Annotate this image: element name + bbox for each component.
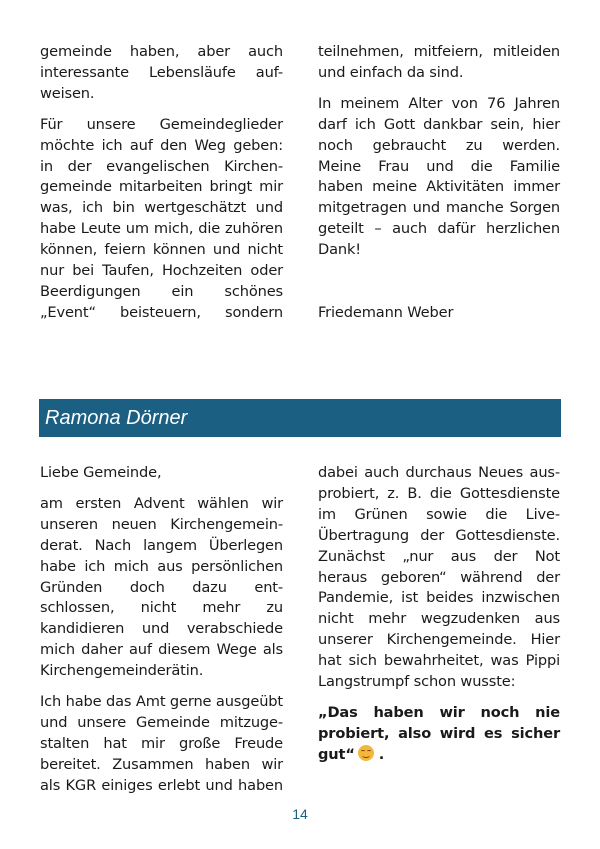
text-line: Langstrumpf schon wusste: — [318, 673, 516, 691]
text-line: mitgetragen und manche Sorgen — [318, 199, 560, 217]
text-line: noch gebraucht zu werden. — [318, 136, 560, 154]
text-line: dabei auch durchaus Neues aus- — [318, 464, 560, 481]
text-line: hat sich bewahrheitet, was Pippi — [318, 652, 560, 670]
text-line: am ersten Advent wählen wir — [40, 494, 283, 512]
text-line: Ich habe das Amt gerne ausgeübt — [40, 693, 283, 711]
text-line: darf ich Gott dankbar sein, hier — [318, 115, 560, 133]
text-line: Für unsere Gemeindeglieder — [40, 115, 283, 133]
text-line: als KGR einiges erlebt und haben — [40, 776, 283, 794]
text-line: und einfach da sind. — [318, 63, 464, 81]
text-line: habe ich mich aus persönlichen — [40, 557, 283, 575]
section-heading-banner — [39, 399, 561, 437]
text-line: und unsere Gemeinde mitzuge- — [40, 713, 283, 731]
quote-text: gut“ — [318, 745, 355, 763]
text-line: stalten hat mir große Freude — [40, 734, 283, 752]
text-line: habe Leute um mich, die zuhören — [40, 220, 283, 238]
text-line: geteilt – auch dafür herzlichen — [318, 220, 560, 238]
weber-left-column — [40, 42, 283, 324]
text-line: Zunächst „nur aus der Not — [318, 547, 560, 565]
text-line: Übertragung der Gottesdienste. — [318, 526, 560, 544]
smiling-face-emoji-icon — [358, 745, 374, 761]
text-line: unseren neuen Kirchengemein- — [40, 515, 283, 533]
text-line: Liebe Gemeinde, — [40, 464, 162, 481]
text-line: Meine Frau und die Familie — [318, 157, 560, 175]
doerner-left-column — [40, 463, 283, 797]
quote-line: „Das haben wir noch nie — [318, 703, 560, 721]
paragraph — [40, 115, 283, 324]
text-line: mich daher auf diesem Wege als — [40, 641, 283, 659]
text-line: bereitet. Zusammen haben wir — [40, 755, 283, 773]
text-line: können, feiern können und nicht — [40, 241, 283, 259]
text-line: was, ich bin wertgeschätzt und — [40, 199, 283, 217]
text-line: In meinem Alter von 76 Jahren — [318, 94, 560, 112]
text-line: Kirchengemeinderätin. — [40, 662, 204, 680]
paragraph — [40, 494, 283, 682]
text-line: im Grünen sowie die Live- — [318, 505, 560, 523]
text-line: Dank! — [318, 241, 361, 259]
quote-suffix: . — [378, 745, 385, 763]
quote-line: probiert, also wird es sicher — [318, 724, 560, 742]
text-line: Beerdigungen ein schönes — [40, 282, 283, 300]
text-line: haben meine Aktivitäten immer — [318, 178, 560, 196]
paragraph — [318, 42, 560, 84]
doerner-right-column — [318, 463, 560, 766]
text-line: derat. Nach langem Überlegen — [40, 536, 283, 554]
paragraph — [40, 42, 283, 105]
paragraph — [318, 94, 560, 261]
page-number: 14 — [292, 806, 308, 822]
weber-right-column — [318, 42, 560, 324]
quote-line-final — [318, 745, 560, 766]
text-line: möchte ich auf den Weg geben: — [40, 136, 283, 154]
text-line: kandidieren und verabschiede — [40, 620, 283, 638]
section-heading: Ramona Dörner — [45, 407, 188, 429]
text-line: probiert, z. B. die Gottesdienste — [318, 484, 560, 502]
text-line: Pandemie, ist beides inzwischen — [318, 589, 560, 607]
text-line: interessante Lebensläufe auf- — [40, 63, 283, 81]
text-line: gemeinde haben, aber auch — [40, 43, 283, 60]
text-line: nur bei Taufen, Hochzeiten oder — [40, 262, 283, 280]
paragraph — [40, 692, 283, 797]
paragraph — [318, 463, 560, 693]
text-line: „Event“ beisteuern, sondern — [40, 303, 283, 321]
author-signature: Friedemann Weber — [318, 304, 454, 322]
text-line: teilnehmen, mitfeiern, mitleiden — [318, 43, 560, 60]
text-line: heraus geboren“ während der — [318, 568, 560, 586]
text-line: nicht mehr wegzudenken aus — [318, 610, 560, 628]
text-line: schlossen, nicht mehr zu — [40, 599, 283, 617]
pippi-quote — [318, 703, 560, 766]
greeting — [40, 463, 283, 484]
text-line: gemeinde mitarbeiten bringt mir — [40, 178, 283, 196]
text-line: in der evangelischen Kirchen- — [40, 157, 283, 175]
text-line: weisen. — [40, 84, 95, 102]
text-line: Gründen doch dazu ent- — [40, 578, 283, 596]
text-line: unserer Kirchengemeinde. Hier — [318, 631, 560, 649]
